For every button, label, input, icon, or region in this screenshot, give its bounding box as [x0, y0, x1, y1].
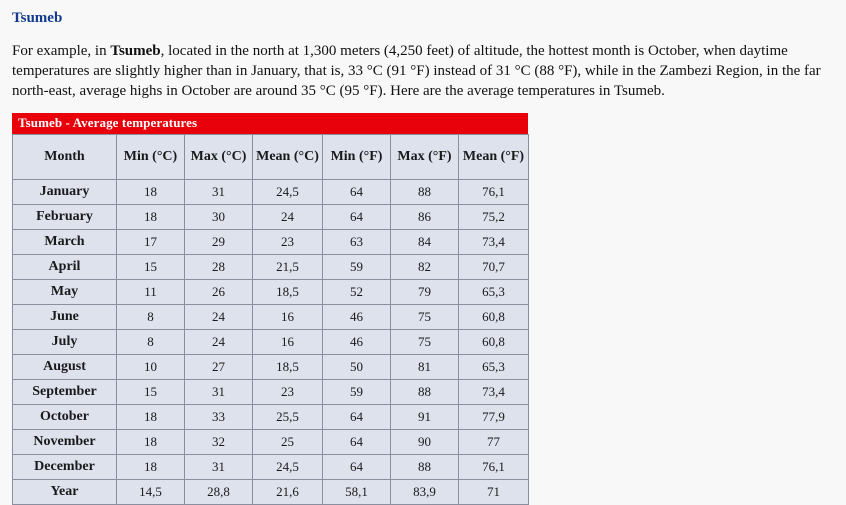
table-cell: 25,5	[253, 405, 323, 430]
table-cell: 31	[185, 455, 253, 480]
table-cell: 16	[253, 305, 323, 330]
table-row	[13, 305, 529, 330]
column-header: Min (°F)	[323, 135, 391, 180]
table-cell: 23	[253, 230, 323, 255]
table-cell: 30	[185, 205, 253, 230]
table-cell: 83,9	[391, 480, 459, 505]
table-cell: 18	[117, 205, 185, 230]
table-cell: 46	[323, 330, 391, 355]
average-temperatures-table	[12, 134, 529, 505]
column-header: Max (°F)	[391, 135, 459, 180]
table-cell: 64	[323, 430, 391, 455]
table-cell: 26	[185, 280, 253, 305]
table-cell: 77	[459, 430, 529, 455]
table-cell: 64	[323, 180, 391, 205]
table-cell: 79	[391, 280, 459, 305]
table-cell: 24,5	[253, 180, 323, 205]
table-cell: 8	[117, 305, 185, 330]
table-cell: 64	[323, 405, 391, 430]
table-cell: 31	[185, 180, 253, 205]
table-cell: 21,6	[253, 480, 323, 505]
table-row	[13, 430, 529, 455]
table-cell: 65,3	[459, 355, 529, 380]
table-cell: 88	[391, 180, 459, 205]
row-header-month: May	[13, 280, 117, 305]
table-body	[13, 180, 529, 505]
row-header-month: February	[13, 205, 117, 230]
table-cell: 28	[185, 255, 253, 280]
table-cell: 81	[391, 355, 459, 380]
table-cell: 76,1	[459, 180, 529, 205]
table-row	[13, 330, 529, 355]
table-cell: 18,5	[253, 280, 323, 305]
row-header-month: July	[13, 330, 117, 355]
row-header-month: March	[13, 230, 117, 255]
table-cell: 65,3	[459, 280, 529, 305]
table-cell: 14,5	[117, 480, 185, 505]
table-cell: 88	[391, 380, 459, 405]
table-cell: 11	[117, 280, 185, 305]
table-cell: 90	[391, 430, 459, 455]
table-cell: 63	[323, 230, 391, 255]
column-header: Mean (°F)	[459, 135, 529, 180]
table-cell: 75	[391, 330, 459, 355]
table-cell: 21,5	[253, 255, 323, 280]
table-cell: 77,9	[459, 405, 529, 430]
table-row	[13, 405, 529, 430]
table-cell: 31	[185, 380, 253, 405]
table-header-row	[13, 135, 529, 180]
table-cell: 28,8	[185, 480, 253, 505]
paragraph-emphasis: Tsumeb	[110, 43, 161, 59]
table-cell: 70,7	[459, 255, 529, 280]
table-cell: 58,1	[323, 480, 391, 505]
table-cell: 17	[117, 230, 185, 255]
page-title: Tsumeb	[12, 10, 63, 26]
paragraph-text: , located in the north at 1,300 meters (4,250 feet) of altitude, the hottest month is October, when daytime temperatures are slightly higher than in January, that is, 33 °C (91 °F) instead of 31 °C (88 °F), while in the Zambezi Region, in the far north-east, average highs in October are around 35 °C (95 °F). Here are the average temperatures in Tsumeb.	[12, 43, 821, 99]
table-cell: 33	[185, 405, 253, 430]
table-row	[13, 255, 529, 280]
table-cell: 84	[391, 230, 459, 255]
row-header-month: November	[13, 430, 117, 455]
table-cell: 18	[117, 405, 185, 430]
table-cell: 60,8	[459, 305, 529, 330]
table-cell: 10	[117, 355, 185, 380]
table-cell: 60,8	[459, 330, 529, 355]
table-header	[13, 135, 529, 180]
table-cell: 73,4	[459, 380, 529, 405]
table-cell: 59	[323, 380, 391, 405]
row-header-month: Year	[13, 480, 117, 505]
table-cell: 50	[323, 355, 391, 380]
table-caption: Tsumeb - Average temperatures	[12, 113, 528, 134]
row-header-month: September	[13, 380, 117, 405]
table-cell: 18	[117, 455, 185, 480]
table-cell: 18	[117, 430, 185, 455]
table-cell: 16	[253, 330, 323, 355]
table-cell: 32	[185, 430, 253, 455]
table-cell: 29	[185, 230, 253, 255]
row-header-month: August	[13, 355, 117, 380]
table-cell: 91	[391, 405, 459, 430]
intro-paragraph	[12, 41, 832, 101]
table-row	[13, 455, 529, 480]
temperature-table-wrapper	[12, 113, 836, 505]
table-row	[13, 380, 529, 405]
row-header-month: October	[13, 405, 117, 430]
table-row	[13, 280, 529, 305]
column-header: Month	[13, 135, 117, 180]
table-row	[13, 230, 529, 255]
table-cell: 25	[253, 430, 323, 455]
table-row	[13, 355, 529, 380]
paragraph-text: For example, in	[12, 43, 111, 59]
table-cell: 18,5	[253, 355, 323, 380]
table-cell: 52	[323, 280, 391, 305]
column-header: Min (°C)	[117, 135, 185, 180]
table-cell: 64	[323, 205, 391, 230]
table-cell: 59	[323, 255, 391, 280]
table-row	[13, 180, 529, 205]
table-cell: 24	[253, 205, 323, 230]
table-cell: 82	[391, 255, 459, 280]
table-cell: 15	[117, 380, 185, 405]
row-header-month: December	[13, 455, 117, 480]
table-cell: 64	[323, 455, 391, 480]
row-header-month: January	[13, 180, 117, 205]
table-cell: 24	[185, 330, 253, 355]
column-header: Mean (°C)	[253, 135, 323, 180]
table-cell: 24,5	[253, 455, 323, 480]
table-row	[13, 480, 529, 505]
table-cell: 8	[117, 330, 185, 355]
table-cell: 27	[185, 355, 253, 380]
table-cell: 75,2	[459, 205, 529, 230]
table-cell: 86	[391, 205, 459, 230]
row-header-month: June	[13, 305, 117, 330]
table-cell: 73,4	[459, 230, 529, 255]
table-cell: 71	[459, 480, 529, 505]
table-cell: 88	[391, 455, 459, 480]
table-cell: 23	[253, 380, 323, 405]
table-cell: 75	[391, 305, 459, 330]
table-cell: 18	[117, 180, 185, 205]
table-cell: 76,1	[459, 455, 529, 480]
table-row	[13, 205, 529, 230]
row-header-month: April	[13, 255, 117, 280]
column-header: Max (°C)	[185, 135, 253, 180]
table-cell: 15	[117, 255, 185, 280]
table-cell: 24	[185, 305, 253, 330]
table-cell: 46	[323, 305, 391, 330]
